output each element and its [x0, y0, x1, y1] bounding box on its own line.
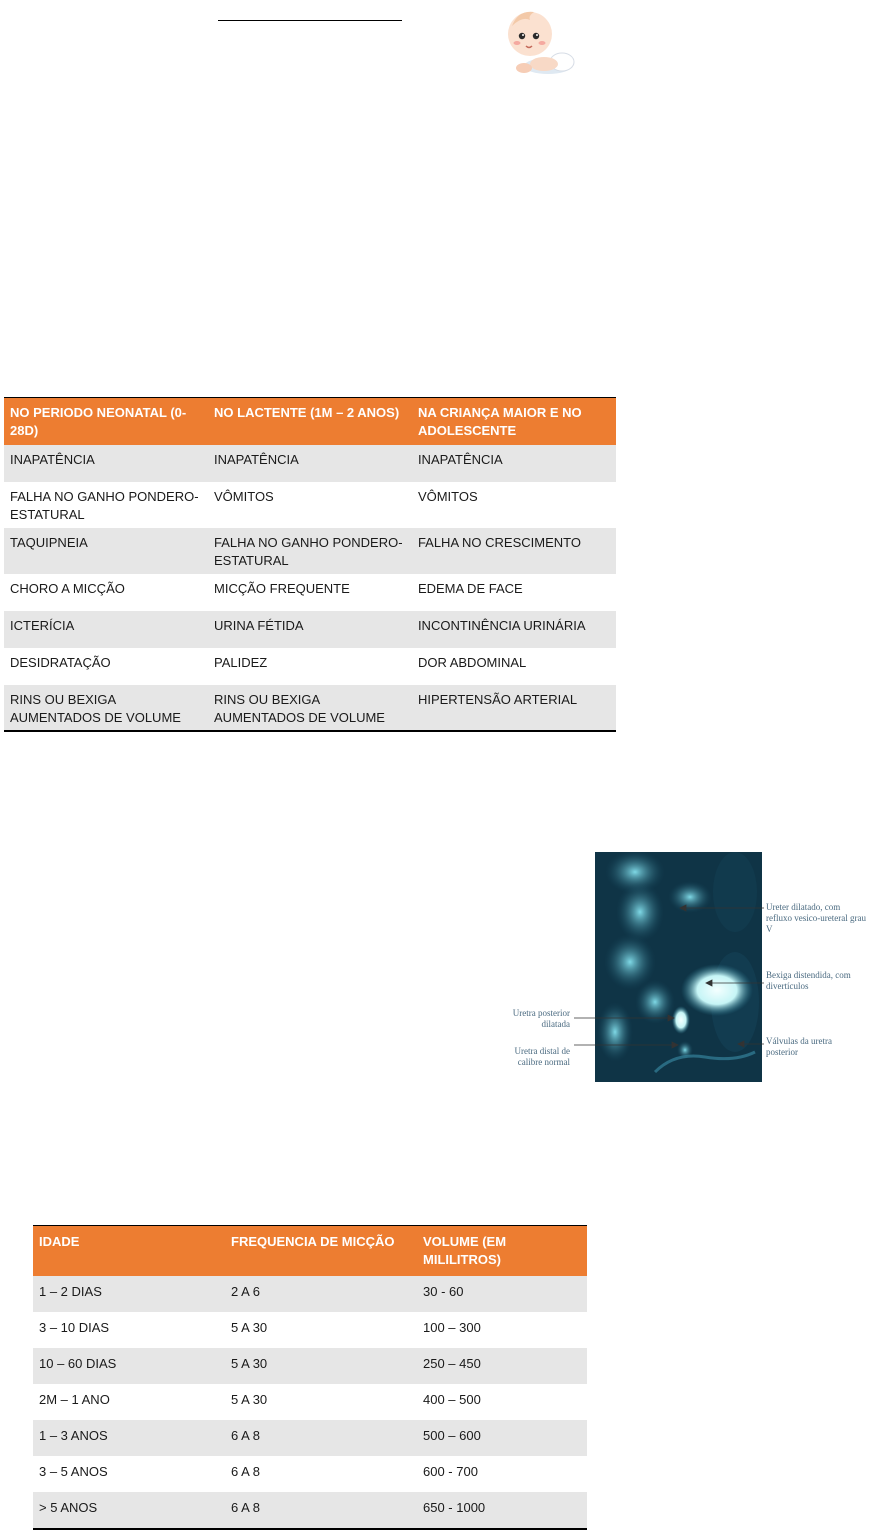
table-cell: 3 – 10 DIAS	[33, 1312, 225, 1348]
table-row	[4, 648, 616, 685]
table-cell: ICTERÍCIA	[4, 611, 208, 648]
table-cell: DOR ABDOMINAL	[412, 648, 616, 685]
table-row	[33, 1492, 587, 1529]
label-valvulas: Válvulas da uretra posterior	[766, 1036, 832, 1057]
table-cell: 3 – 5 ANOS	[33, 1456, 225, 1492]
xray-figure	[494, 852, 870, 1084]
table-cell: 1 – 3 ANOS	[33, 1420, 225, 1456]
label-uretra-posterior: Uretra posterior dilatada	[512, 1008, 570, 1029]
table-header-row	[4, 398, 616, 446]
table-cell: 500 – 600	[417, 1420, 587, 1456]
table-cell: 6 A 8	[225, 1456, 417, 1492]
symptoms-table	[4, 397, 616, 732]
table-cell: 2M – 1 ANO	[33, 1384, 225, 1420]
table-row	[4, 611, 616, 648]
label-ureter-dilatado: Ureter dilatado, com refluxo vesico-ureteral grau V	[766, 902, 866, 934]
label-bexiga-distendida: Bexiga distendida, com divertículos	[766, 970, 851, 991]
table-cell: 2 A 6	[225, 1276, 417, 1312]
table-cell: FALHA NO GANHO PONDERO-ESTATURAL	[208, 528, 412, 574]
table-cell: VÔMITOS	[412, 482, 616, 528]
header-lactente: NO LACTENTE (1M – 2 ANOS)	[208, 398, 412, 446]
table-cell: 6 A 8	[225, 1492, 417, 1529]
header-volume: VOLUME (EM MILILITROS)	[417, 1226, 587, 1277]
table-cell: 250 – 450	[417, 1348, 587, 1384]
table-cell: 5 A 30	[225, 1384, 417, 1420]
table-cell: INAPATÊNCIA	[412, 445, 616, 482]
table-cell: PALIDEZ	[208, 648, 412, 685]
table-cell: DESIDRATAÇÃO	[4, 648, 208, 685]
table-cell: 650 - 1000	[417, 1492, 587, 1529]
table-cell: URINA FÉTIDA	[208, 611, 412, 648]
table-cell: INAPATÊNCIA	[4, 445, 208, 482]
table-row	[33, 1312, 587, 1348]
table-row	[4, 482, 616, 528]
table-cell: CHORO A MICÇÃO	[4, 574, 208, 611]
baby-icon	[500, 6, 580, 78]
table-cell: 100 – 300	[417, 1312, 587, 1348]
table-row	[33, 1456, 587, 1492]
table-cell: 400 – 500	[417, 1384, 587, 1420]
micturition-table	[33, 1225, 587, 1530]
table-cell: INCONTINÊNCIA URINÁRIA	[412, 611, 616, 648]
table-row	[33, 1276, 587, 1312]
table-row	[4, 685, 616, 731]
table-header-row	[33, 1226, 587, 1277]
table-row	[33, 1420, 587, 1456]
header-idade: IDADE	[33, 1226, 225, 1277]
table-cell: 30 - 60	[417, 1276, 587, 1312]
table-cell: HIPERTENSÃO ARTERIAL	[412, 685, 616, 731]
table-cell: VÔMITOS	[208, 482, 412, 528]
table-cell: MICÇÃO FREQUENTE	[208, 574, 412, 611]
header-frequencia: FREQUENCIA DE MICÇÃO	[225, 1226, 417, 1277]
header-crianca-maior: NA CRIANÇA MAIOR E NO ADOLESCENTE	[412, 398, 616, 446]
table-cell: > 5 ANOS	[33, 1492, 225, 1529]
title-underline	[218, 20, 402, 21]
table-cell: 10 – 60 DIAS	[33, 1348, 225, 1384]
table-cell: RINS OU BEXIGA AUMENTADOS DE VOLUME	[208, 685, 412, 731]
table-cell: FALHA NO CRESCIMENTO	[412, 528, 616, 574]
label-uretra-distal: Uretra distal de calibre normal	[514, 1046, 570, 1067]
table-cell: RINS OU BEXIGA AUMENTADOS DE VOLUME	[4, 685, 208, 731]
header-neonatal: NO PERIODO NEONATAL (0-28D)	[4, 398, 208, 446]
table-row	[4, 445, 616, 482]
table-row	[4, 528, 616, 574]
table-row	[4, 574, 616, 611]
table-row	[33, 1348, 587, 1384]
table-cell: 600 - 700	[417, 1456, 587, 1492]
table-cell: 5 A 30	[225, 1312, 417, 1348]
table-cell: 1 – 2 DIAS	[33, 1276, 225, 1312]
table-cell: INAPATÊNCIA	[208, 445, 412, 482]
table-cell: FALHA NO GANHO PONDERO-ESTATURAL	[4, 482, 208, 528]
table-cell: 6 A 8	[225, 1420, 417, 1456]
table-cell: 5 A 30	[225, 1348, 417, 1384]
table-cell: TAQUIPNEIA	[4, 528, 208, 574]
table-row	[33, 1384, 587, 1420]
table-cell: EDEMA DE FACE	[412, 574, 616, 611]
